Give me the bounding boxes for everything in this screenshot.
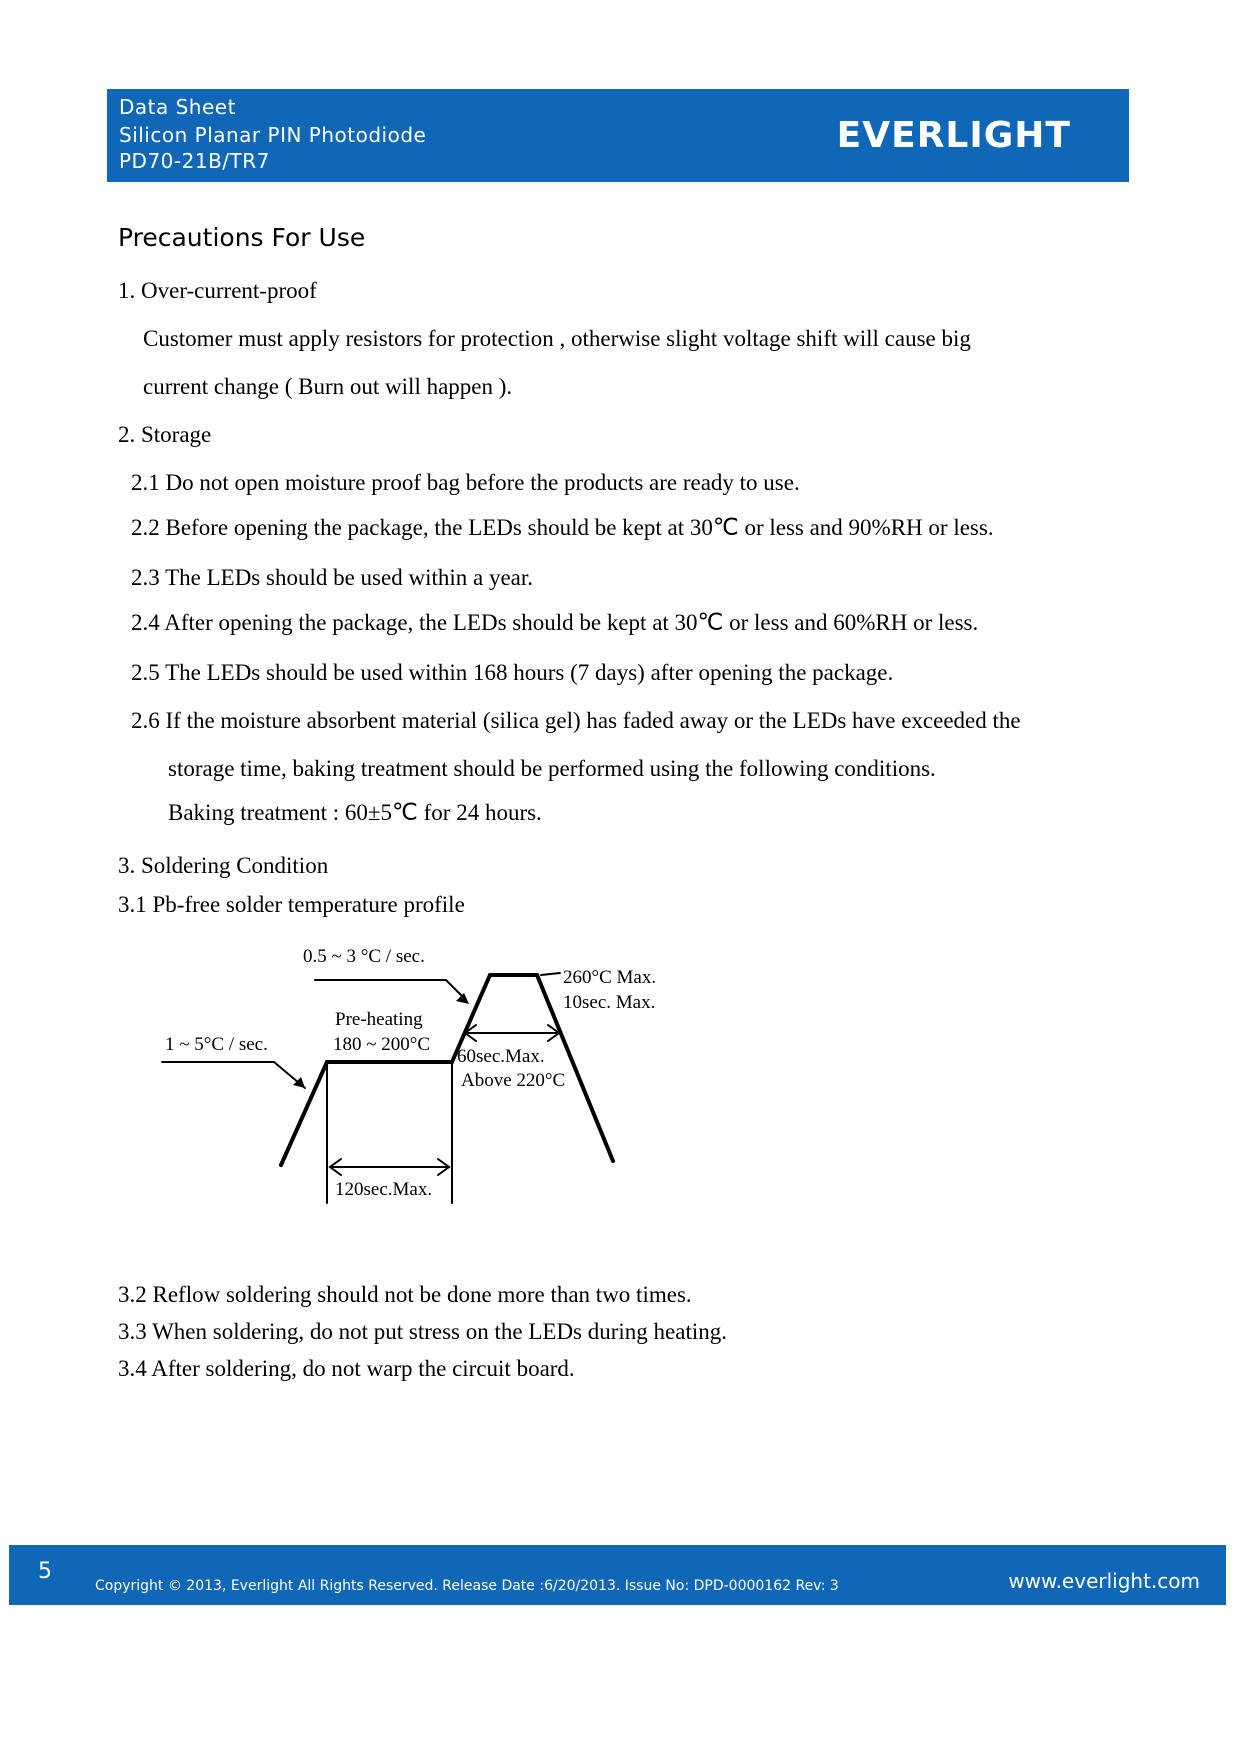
baking-treatment: Baking treatment : 60±5℃ for 24 hours. [168,800,542,825]
item-3-1: 3.1 Pb-free solder temperature profile [118,892,465,917]
page-number: 5 [38,1559,52,1584]
item-2-1: 2.1 Do not open moisture proof bag before the products are ready to use. [131,470,800,495]
label-peak-time: 10sec. Max. [563,992,656,1013]
header-band [107,89,1129,182]
ramp-1-pointer [162,1062,305,1088]
label-preheat: Pre-heating [335,1009,423,1030]
solder-profile-diagram [155,935,715,1215]
ramp-2-pointer [315,980,466,1000]
label-ramp-rate-2: 0.5 ~ 3 °C / sec. [303,946,425,967]
label-peak-temp: 260°C Max. [563,967,657,988]
item-2-title: 2. Storage [118,422,212,447]
item-2-4: 2.4 After opening the package, the LEDs should be kept at 30℃ or less and 60%RH or less. [131,610,979,635]
section-title: Precautions For Use [118,223,366,252]
label-preheat-range: 180 ~ 200°C [333,1034,431,1055]
item-1-text-cont: current change ( Burn out will happen ). [143,374,513,399]
label-preheat-time: 120sec.Max. [335,1179,433,1200]
item-2-5: 2.5 The LEDs should be used within 168 hours (7 days) after opening the package. [131,660,894,685]
doc-type: Data Sheet [119,95,236,119]
item-3-title: 3. Soldering Condition [118,853,329,878]
profile-ramp-up [281,1062,327,1165]
item-1-title: 1. Over-current-proof [118,278,317,303]
footer-band [9,1545,1226,1605]
item-1-text: Customer must apply resistors for protection , otherwise slight voltage shift will cause big [143,326,971,351]
item-2-3: 2.3 The LEDs should be used within a year. [131,565,534,590]
everlight-logo: EVERLIGHT [836,115,1071,156]
copyright-notice: Copyright © 2013, Everlight All Rights Reserved. Release Date :6/20/2013. Issue No: DPD-0000162 Rev: 3 [95,1578,839,1594]
product-description: Silicon Planar PIN Photodiode [119,123,427,147]
label-ramp-rate-1: 1 ~ 5°C / sec. [165,1034,268,1055]
item-2-6: 2.6 If the moisture absorbent material (silica gel) has faded away or the LEDs have exceeded the [131,708,1021,733]
item-2-2: 2.2 Before opening the package, the LEDs should be kept at 30℃ or less and 90%RH or less. [131,515,994,540]
item-3-4: 3.4 After soldering, do not warp the circuit board. [118,1356,575,1381]
website-link[interactable]: www.everlight.com [1008,1569,1200,1593]
label-above-time: 60sec.Max. [457,1046,545,1067]
label-above-temp: Above 220°C [461,1070,566,1091]
item-3-3: 3.3 When soldering, do not put stress on the LEDs during heating. [118,1319,727,1344]
item-3-2: 3.2 Reflow soldering should not be done more than two times. [118,1282,692,1307]
part-number: PD70-21B/TR7 [119,149,270,173]
ramp-2-arrowhead [456,993,469,1004]
item-2-6-cont: storage time, baking treatment should be performed using the following conditions. [168,756,936,781]
